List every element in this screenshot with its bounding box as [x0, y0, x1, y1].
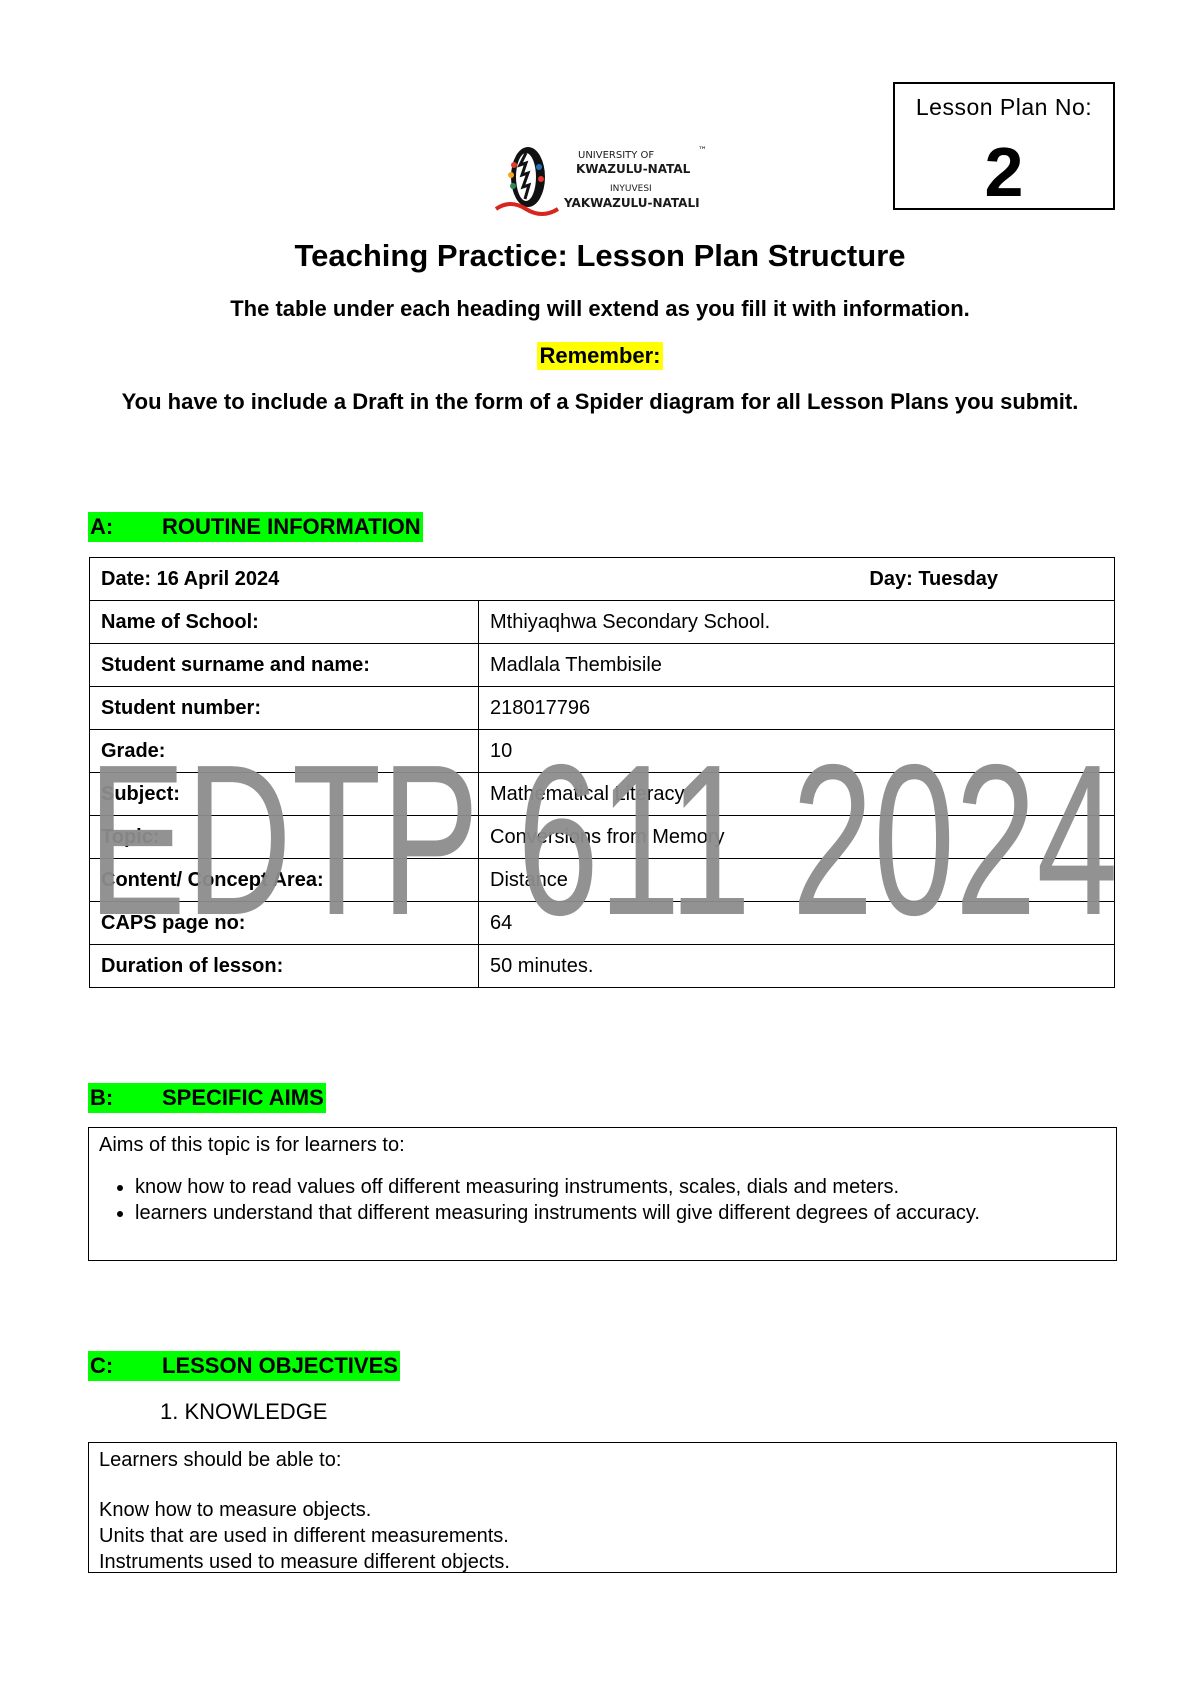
- table-row: [90, 730, 1115, 773]
- table-row: [90, 773, 1115, 816]
- section-b-heading: [88, 1083, 326, 1113]
- row-label: Student surname and name:: [90, 644, 479, 687]
- row-value: 64: [479, 902, 1115, 945]
- lesson-plan-number-box: [893, 82, 1115, 210]
- specific-aims-box: [88, 1127, 1117, 1261]
- row-value: Distance: [479, 859, 1115, 902]
- section-a-letter: A:: [90, 514, 114, 539]
- aims-intro: Aims of this topic is for learners to:: [99, 1134, 405, 1156]
- row-value: 10: [479, 730, 1115, 773]
- routine-information-table: [89, 557, 1115, 988]
- remember-line: [0, 342, 1200, 370]
- lesson-plan-label: Lesson Plan No:: [915, 94, 1093, 120]
- list-item: • learners understand that different measuring instruments will give different degrees of accuracy.: [135, 1200, 1106, 1226]
- lesson-day: Day: Tuesday: [869, 567, 998, 590]
- logo-line-1: UNIVERSITY OF: [578, 150, 655, 161]
- knowledge-box: [88, 1442, 1117, 1573]
- section-a-title: ROUTINE INFORMATION: [162, 514, 421, 539]
- knowledge-intro: Learners should be able to:: [99, 1449, 342, 1471]
- remember-label: Remember:: [539, 343, 661, 368]
- list-item: Instruments used to measure different objects.: [99, 1551, 510, 1573]
- page-title: Teaching Practice: Lesson Plan Structure: [294, 238, 906, 273]
- row-value: Mathematical Literacy: [479, 773, 1115, 816]
- section-c-title: LESSON OBJECTIVES: [162, 1353, 398, 1378]
- lesson-plan-number: 2: [984, 133, 1024, 211]
- table-row: [90, 945, 1115, 988]
- knowledge-heading: 1. KNOWLEDGE: [160, 1399, 328, 1424]
- row-label: Duration of lesson:: [90, 945, 479, 988]
- lesson-date: Date: 16 April 2024: [101, 567, 280, 590]
- table-row: [90, 558, 1115, 601]
- row-label: Subject:: [90, 773, 479, 816]
- row-value: Madlala Thembisile: [479, 644, 1115, 687]
- ukzn-shield-icon: [492, 143, 562, 218]
- table-row: [90, 644, 1115, 687]
- list-item: Know how to measure objects.: [99, 1499, 372, 1521]
- section-a-heading: [88, 512, 423, 542]
- row-value: 50 minutes.: [479, 945, 1115, 988]
- section-c-heading: [88, 1351, 400, 1381]
- watermark-text: EDTP 611 2024: [88, 742, 1118, 942]
- row-label: CAPS page no:: [90, 902, 479, 945]
- table-row: [90, 859, 1115, 902]
- list-item: Units that are used in different measurements.: [99, 1525, 509, 1547]
- row-label: Student number:: [90, 687, 479, 730]
- list-item: • know how to read values off different measuring instruments, scales, dials and meters.: [135, 1174, 1106, 1200]
- spider-diagram-note: You have to include a Draft in the form of a Spider diagram for all Lesson Plans you submit.: [121, 389, 1079, 414]
- table-row: [90, 687, 1115, 730]
- table-row: [90, 601, 1115, 644]
- section-c-letter: C:: [90, 1353, 114, 1378]
- table-row: [90, 902, 1115, 945]
- logo-line-4: YAKWAZULU-NATALI: [564, 196, 700, 210]
- date-day-cell: [90, 558, 1115, 601]
- logo-line-3: INYUVESI: [610, 184, 652, 194]
- university-logo: [492, 143, 722, 218]
- page-subtitle: The table under each heading will extend as you fill it with information.: [230, 296, 970, 321]
- table-row: [90, 816, 1115, 859]
- row-value: Mthiyaqhwa Secondary School.: [479, 601, 1115, 644]
- section-b-letter: B:: [90, 1085, 114, 1110]
- row-label: Grade:: [90, 730, 479, 773]
- row-label: Topic:: [90, 816, 479, 859]
- row-value: 218017796: [479, 687, 1115, 730]
- logo-line-2: KWAZULU-NATAL: [576, 162, 691, 176]
- row-label: Content/ Concept Area:: [90, 859, 479, 902]
- logo-tm: ™: [698, 146, 707, 156]
- aims-list: [99, 1174, 1106, 1226]
- row-value: Conversions from Memory: [479, 816, 1115, 859]
- row-label: Name of School:: [90, 601, 479, 644]
- section-b-title: SPECIFIC AIMS: [162, 1085, 324, 1110]
